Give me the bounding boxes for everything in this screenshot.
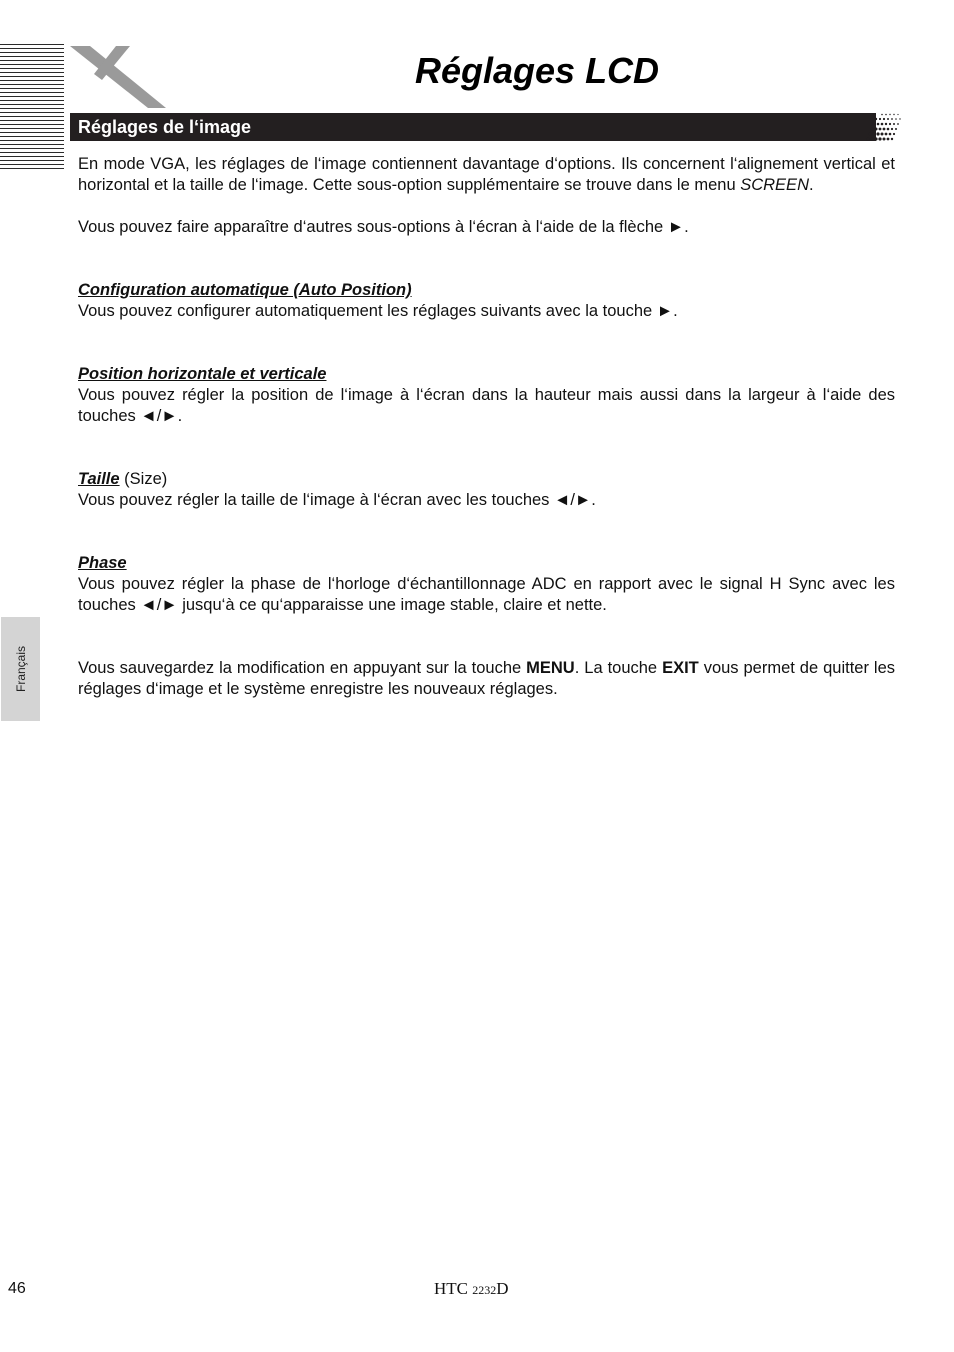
language-side-tab xyxy=(1,617,40,721)
subheading-text: Configuration automatique (Auto Position) xyxy=(78,281,412,299)
model-suffix: D xyxy=(496,1279,509,1298)
model-number: 2232 xyxy=(472,1283,497,1297)
exit-key-term: EXIT xyxy=(662,659,699,677)
position-paragraph: Vous pouvez régler la position de l‘image à l‘écran dans la hauteur mais aussi dans la largeur à l‘aide des touches ◄/►. xyxy=(78,386,895,425)
section-header-bar xyxy=(70,113,876,141)
subheading-suffix: (Size) xyxy=(119,470,168,488)
phase-paragraph: Vous pouvez régler la phase de l‘horloge d‘échantillonnage ADC en rapport avec le signal H Sync avec les touches ◄/► jusqu‘à ce qu‘apparaisse une image stable, claire et nette. xyxy=(78,575,895,614)
subheading-text: Position horizontale et verticale xyxy=(78,365,327,383)
halftone-dots-decoration xyxy=(862,112,902,142)
auto-position-paragraph: Vous pouvez configurer automatiquement les réglages suivants avec la touche ►. xyxy=(78,302,678,320)
subheading-text: Taille xyxy=(78,470,120,488)
language-label: Français xyxy=(14,645,28,693)
intro-text: En mode VGA, les réglages de l‘image contiennent davantage d‘options. Ils concernent l‘alignement vertical et horizontal et la taille de l‘image. Cette sous-option supplémentaire se trouve dans le menu xyxy=(78,155,895,194)
page-title: Réglages LCD xyxy=(415,50,660,91)
model-name xyxy=(434,1279,509,1299)
subheading-position xyxy=(78,364,895,385)
header-stripes-decoration xyxy=(0,44,64,172)
closing-text: Vous sauvegardez la modification en appuyant sur la touche xyxy=(78,659,527,677)
closing-text: vous permet de quitter les réglages d‘image et le système enregistre les nouveaux réglages. xyxy=(78,659,895,698)
subheading-size xyxy=(78,469,895,490)
x-brand-logo-icon xyxy=(68,42,168,112)
subheading-phase xyxy=(78,553,895,574)
document-body xyxy=(78,154,895,700)
intro-end: . xyxy=(808,176,814,194)
subheading-auto-position xyxy=(78,280,895,301)
size-paragraph: Vous pouvez régler la taille de l‘image à l‘écran avec les touches ◄/►. xyxy=(78,491,596,509)
closing-text: . La touche xyxy=(574,659,663,677)
arrow-note-paragraph: Vous pouvez faire apparaître d‘autres sous-options à l‘écran à l‘aide de la flèche ►. xyxy=(78,218,689,236)
subheading-text: Phase xyxy=(78,554,127,572)
page-number: 46 xyxy=(8,1280,26,1297)
section-title: Réglages de l‘image xyxy=(78,117,252,137)
menu-key-term: MENU xyxy=(526,659,575,677)
closing-paragraph xyxy=(78,658,895,700)
model-prefix: HTC xyxy=(434,1279,473,1298)
intro-paragraph xyxy=(78,154,895,196)
screen-menu-term: SCREEN xyxy=(740,176,809,194)
